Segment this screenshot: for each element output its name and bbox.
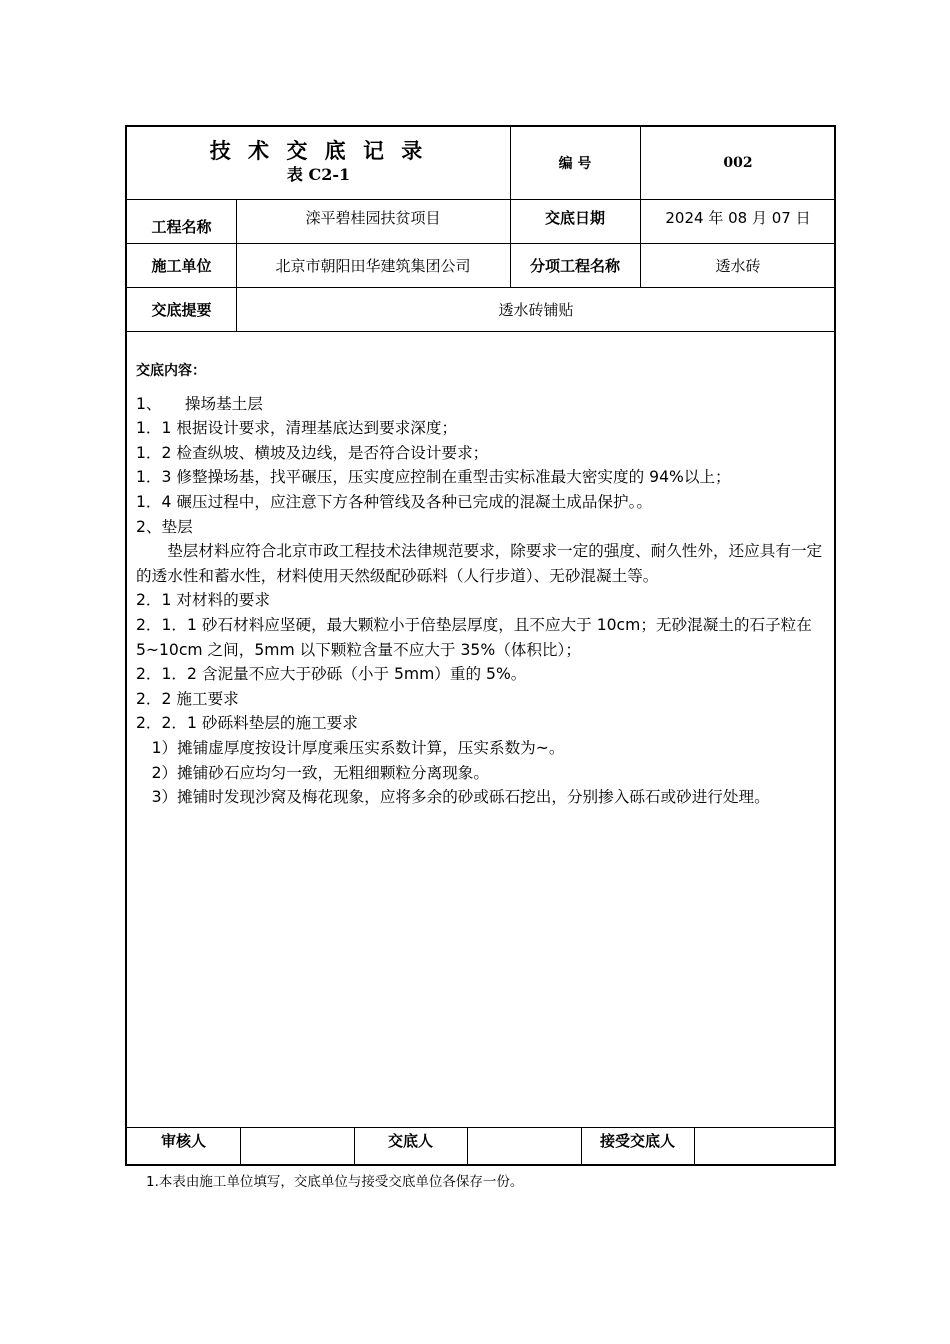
content-line: 垫层材料应符合北京市政工程技术法律规范要求，除要求一定的强度、耐久性外，还应具有一定的透水性和蓄水性，材料使用天然级配砂砾料（人行步道）、无砂混凝土等。 — [136, 542, 823, 585]
number-value: 002 — [723, 155, 753, 171]
content-line: 2．1．1 砂石材料应坚硬，最大颗粒小于倍垫层厚度，且不应大于 10cm；无砂混凝土的石子粒在 5~10cm 之间，5mm 以下颗粒含量不应大于 35%（体积比）； — [136, 615, 812, 659]
form-title: 技 术 交 底 记 录 — [209, 138, 428, 163]
content-line: 1、 操场基土层 — [136, 394, 263, 413]
discloser-label: 交底人 — [387, 1131, 433, 1150]
form-code: 表 C2-1 — [286, 165, 351, 184]
footnote: 1.本表由施工单位填写，交底单位与接受交底单位各保存一份。 — [146, 1174, 524, 1190]
content-line: 2．2 施工要求 — [136, 689, 239, 708]
company-value: 北京市朝阳田华建筑集团公司 — [275, 256, 471, 275]
project-name-value: 滦平碧桂园扶贫项目 — [305, 209, 441, 227]
reviewer-value — [240, 1127, 354, 1166]
content-line: 2．2．1 砂砾料垫层的施工要求 — [136, 714, 358, 733]
content-line: 2．1．2 含泥量不应大于砂砾（小于 5mm）重的 5%。 — [136, 665, 527, 684]
project-name-label: 工程名称 — [151, 217, 212, 236]
subproject-value: 透水砖 — [715, 256, 761, 275]
form-title-block — [127, 137, 510, 185]
content-line: 1）摊铺虚厚度按设计厚度乘压实系数计算，压实系数为~。 — [136, 738, 565, 757]
content-line: 2、垫层 — [136, 517, 193, 536]
content-line: 3）摊铺时发现沙窝及梅花现象，应将多余的砂或砾石挖出，分别掺入砾石或砂进行处理。 — [136, 788, 770, 807]
discloser-value — [467, 1127, 581, 1166]
number-label: 编 号 — [558, 156, 592, 172]
subproject-label: 分项工程名称 — [529, 256, 620, 275]
summary-label: 交底提要 — [151, 300, 212, 319]
receiver-value — [694, 1127, 836, 1166]
content-heading: 交底内容： — [136, 363, 206, 379]
company-label: 施工单位 — [151, 256, 212, 275]
summary-value: 透水砖铺贴 — [498, 300, 574, 319]
content-line: 1．3 修整操场基，找平碾压，压实度应控制在重型击实标准最大密实度的 94%以上； — [136, 468, 731, 487]
date-value: 2024 年 08 月 07 日 — [665, 209, 811, 227]
reviewer-label: 审核人 — [160, 1131, 206, 1150]
content-line: 1．4 碾压过程中，应注意下方各种管线及各种已完成的混凝土成品保护。。 — [136, 492, 652, 511]
disclosure-form — [125, 125, 836, 1166]
date-label: 交底日期 — [544, 209, 605, 227]
row-divider — [127, 331, 834, 332]
content-line: 2）摊铺砂石应均匀一致，无粗细颗粒分离现象。 — [136, 763, 489, 782]
receiver-label: 接受交底人 — [599, 1131, 675, 1150]
content-line: 1．2 检查纵坡、横坡及边线，是否符合设计要求； — [136, 443, 489, 462]
content-line: 2．1 对材料的要求 — [136, 591, 270, 610]
disclosure-content — [136, 359, 828, 810]
content-line: 1．1 根据设计要求，清理基底达到要求深度； — [136, 419, 458, 438]
